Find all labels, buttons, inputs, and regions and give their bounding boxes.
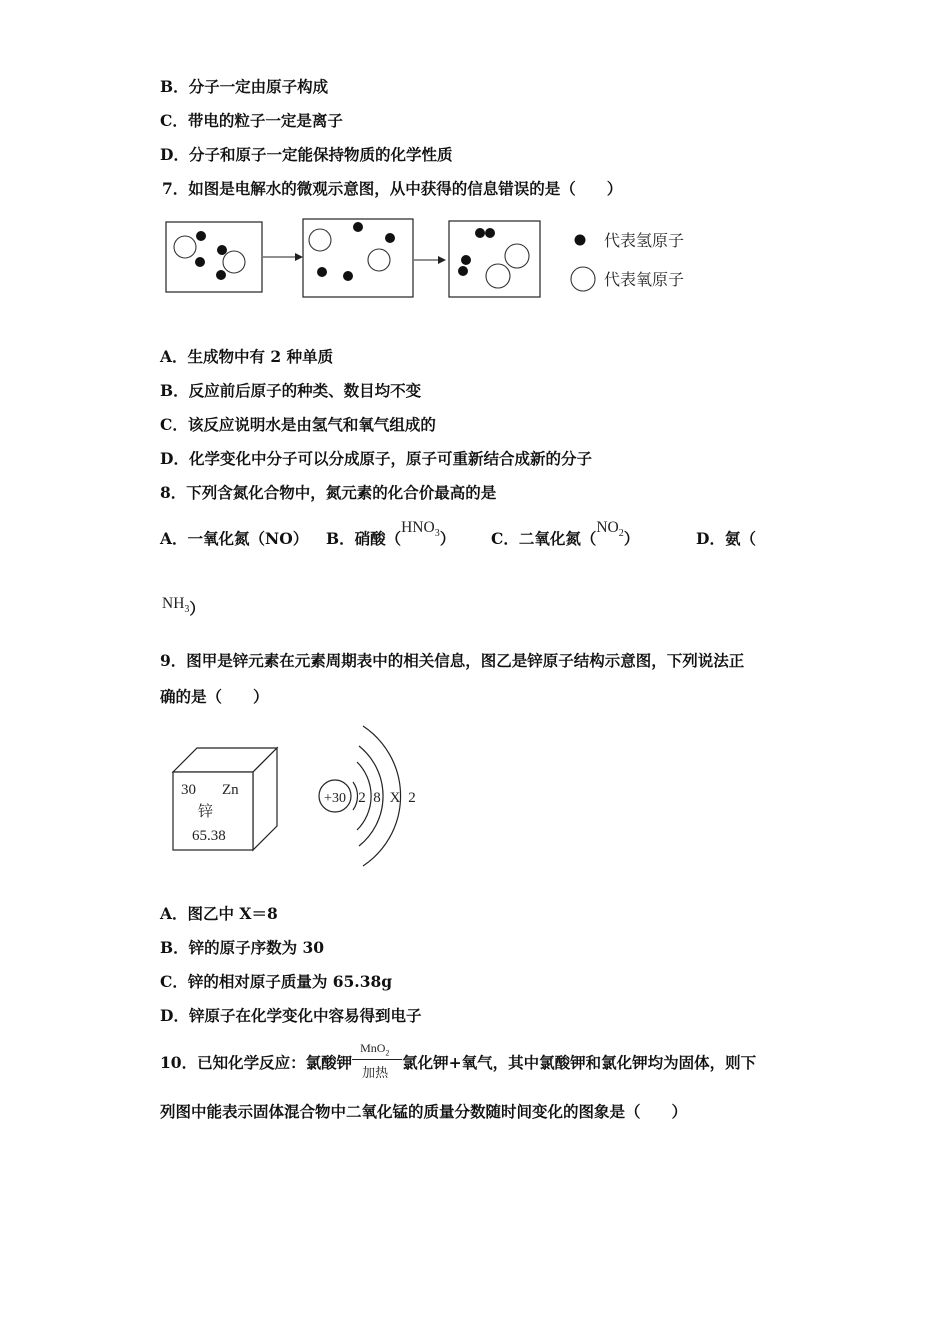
q7-option-b: B．反应前后原子的种类、数目均不变 bbox=[160, 381, 422, 400]
q9-stem-line2: 确的是（ ） bbox=[160, 687, 269, 706]
q6-option-c: C．带电的粒子一定是离子 bbox=[160, 111, 343, 130]
shell-2-electrons: 8 bbox=[373, 790, 381, 806]
q10-stem-line2: 列图中能表示固体混合物中二氧化锰的质量分数随时间变化的图象是（ ） bbox=[160, 1102, 688, 1121]
reaction-arrow-condition bbox=[352, 1041, 402, 1080]
q8-option-d-formula: $NH_3$） bbox=[162, 595, 205, 618]
q9-option-b: B．锌的原子序数为 30 bbox=[160, 938, 325, 957]
shell-1-electrons: 2 bbox=[358, 790, 366, 806]
element-symbol: Zn bbox=[222, 782, 239, 798]
q9-option-a: A．图乙中 X＝8 bbox=[160, 904, 278, 923]
q10-stem-line1: 10．已知化学反应：氯酸钾 MnO$_2$ 加热 氯化钾+氧气，其中氯酸钾和氯化钾均为固体，则下 bbox=[160, 1052, 756, 1074]
nh3-formula: $NH_3$ bbox=[162, 595, 190, 616]
q7-option-a: A．生成物中有 2 种单质 bbox=[160, 347, 334, 366]
hno3-formula: $HNO_3$ bbox=[401, 519, 440, 540]
shell-4-electrons: 2 bbox=[408, 790, 416, 806]
q8-stem: 8．下列含氮化合物中，氮元素的化合价最高的是 bbox=[160, 483, 497, 502]
q6-option-d: D．分子和原子一定能保持物质的化学性质 bbox=[160, 145, 453, 164]
q9-option-d: D．锌原子在化学变化中容易得到电子 bbox=[160, 1006, 422, 1025]
q6-option-b: B．分子一定由原子构成 bbox=[160, 77, 329, 96]
q7-option-d: D．化学变化中分子可以分成原子，原子可重新结合成新的分子 bbox=[160, 449, 592, 468]
electrolysis-diagram bbox=[160, 212, 720, 307]
q7-stem: 7．如图是电解水的微观示意图，从中获得的信息错误的是（ ） bbox=[162, 179, 623, 198]
shell-3-electrons: X bbox=[389, 790, 401, 806]
q7-option-c: C．该反应说明水是由氢气和氧气组成的 bbox=[160, 415, 436, 434]
oxygen-atom-legend-icon bbox=[571, 267, 595, 291]
q8-option-b: B．硝酸$(HNO_3)$ bbox=[326, 519, 456, 548]
q8-option-c: C．二氧化氮$(NO_2)$ bbox=[491, 519, 640, 548]
q9-option-c: C．锌的相对原子质量为 65.38g bbox=[160, 972, 393, 991]
legend-hydrogen-label: 代表氢原子 bbox=[604, 233, 685, 250]
atomic-mass: 65.38 bbox=[192, 828, 226, 844]
hydrogen-atom-legend-icon bbox=[575, 235, 586, 246]
q9-stem-line1: 9．图甲是锌元素在元素周期表中的相关信息，图乙是锌原子结构示意图，下列说法正 bbox=[160, 651, 745, 670]
nucleus-charge: +30 bbox=[324, 791, 346, 806]
atomic-number: 30 bbox=[181, 782, 196, 798]
catalyst-formula: MnO bbox=[360, 1041, 386, 1055]
zinc-element-card bbox=[165, 740, 285, 858]
q8-option-d-prefix: D．氨（ bbox=[696, 529, 756, 548]
reaction-condition: 加热 bbox=[362, 1065, 389, 1080]
legend-oxygen-label: 代表氧原子 bbox=[604, 272, 685, 289]
electron-shell-1 bbox=[353, 782, 358, 810]
q8-option-a: A．一氧化氮（NO） bbox=[160, 529, 309, 548]
element-name: 锌 bbox=[198, 804, 214, 820]
zinc-atom-structure bbox=[310, 718, 430, 868]
catalyst-subscript: 2 bbox=[385, 1048, 390, 1058]
no2-formula: $NO_2$ bbox=[596, 519, 624, 540]
